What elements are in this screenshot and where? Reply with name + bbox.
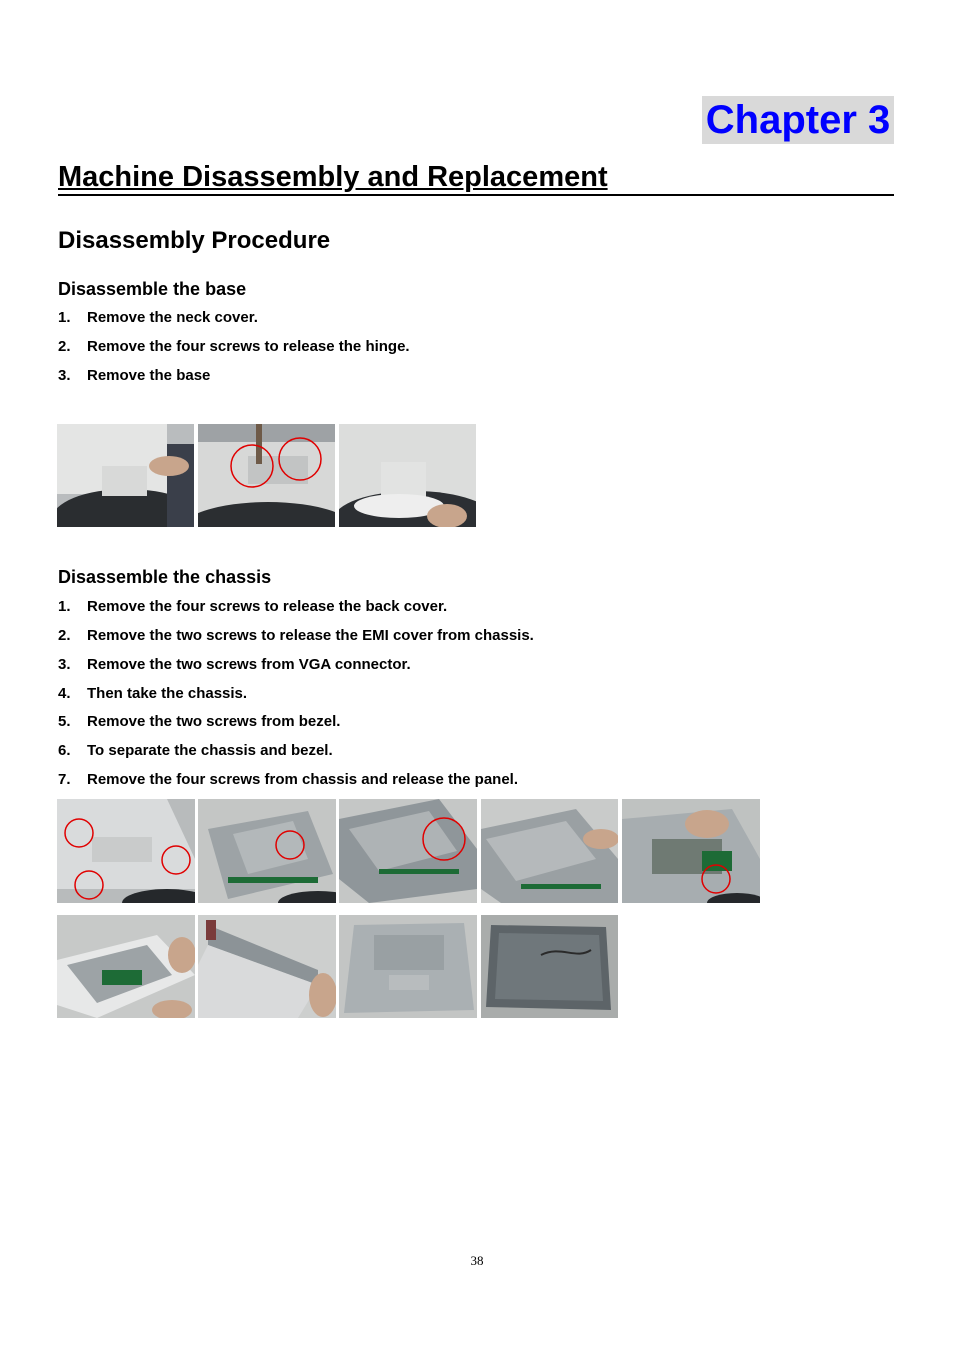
step-number: 1.	[58, 598, 71, 615]
step-number: 5.	[58, 713, 71, 730]
step-number: 2.	[58, 338, 71, 355]
step-number: 1.	[58, 309, 71, 326]
photo-bezel-screws	[622, 799, 760, 903]
step-text: To separate the chassis and bezel.	[87, 742, 333, 759]
photo-remove-base	[339, 424, 476, 527]
photo-take-chassis	[481, 799, 618, 903]
procedure-heading: Disassembly Procedure	[58, 227, 331, 254]
page-title: Machine Disassembly and Replacement	[58, 160, 894, 196]
photo-release-panel	[481, 915, 618, 1018]
step-text: Remove the two screws from VGA connector.	[87, 656, 411, 673]
photo-neck-cover	[57, 424, 194, 527]
chapter-label: Chapter 3	[702, 96, 894, 144]
step-number: 7.	[58, 771, 71, 788]
step-text: Remove the two screws to release the EMI cover from chassis.	[87, 627, 534, 644]
photo-vga-connector	[339, 799, 477, 903]
page-number: 38	[470, 1253, 484, 1268]
photo-hinge-screws	[198, 424, 335, 527]
step-number: 3.	[58, 656, 71, 673]
step-text: Then take the chassis.	[87, 685, 248, 702]
photo-separate-bezel	[57, 915, 195, 1018]
photo-chassis-frame	[339, 915, 477, 1018]
step-number: 3.	[58, 367, 71, 384]
step-number: 4.	[58, 685, 71, 702]
step-text: Remove the base	[87, 367, 211, 384]
step-text: Remove the two screws from bezel.	[87, 713, 341, 730]
step-number: 2.	[58, 627, 71, 644]
step-text: Remove the neck cover.	[87, 309, 258, 326]
photo-back-cover-screws	[57, 799, 195, 903]
photo-emi-cover	[198, 799, 336, 903]
section-heading-chassis: Disassemble the chassis	[58, 567, 272, 587]
section-heading-base: Disassemble the base	[58, 279, 247, 299]
step-text: Remove the four screws to release the hinge.	[87, 338, 410, 355]
step-text: Remove the four screws from chassis and release the panel.	[87, 771, 519, 788]
photo-lift-chassis	[198, 915, 336, 1018]
step-text: Remove the four screws to release the back cover.	[87, 598, 448, 615]
step-number: 6.	[58, 742, 71, 759]
